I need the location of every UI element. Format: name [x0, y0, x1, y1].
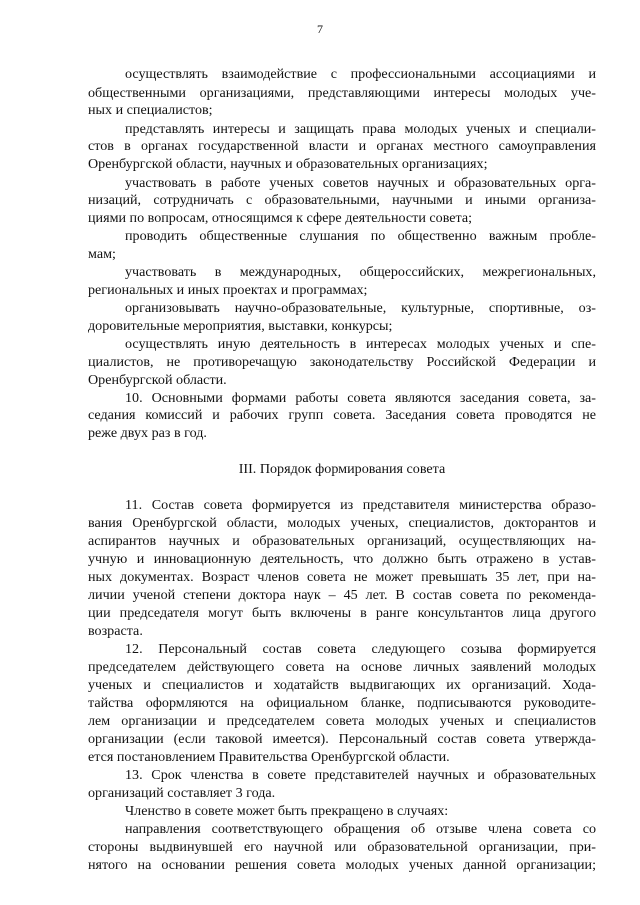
- text-line: Членство в совете может быть прекращено в случаях:: [125, 803, 449, 819]
- text-line: учную и инновационную деятельность, что должно быть отражено в устав-: [88, 551, 596, 567]
- text-line: тайства оформляются на официальном бланке, подписываются руководите-: [88, 695, 596, 711]
- text-line: личии ученой степени доктора наук – 45 лет. В состав совета по рекоменда-: [88, 587, 596, 603]
- text-line: председателем действующего совета на основе личных заявлений молодых: [88, 659, 596, 675]
- text-line: организаций составляет 3 года.: [88, 785, 276, 801]
- text-line: седания комиссий и рабочих групп совета. Заседания совета проводятся не: [88, 407, 596, 423]
- text-line: вания Оренбургской области, молодых ученых, специалистов, докторантов и: [88, 515, 596, 531]
- text-line: низаций, сотрудничать с образовательными, научными и иными организа-: [88, 192, 596, 208]
- text-line: стов в органах государственной власти и органах местного самоуправления: [88, 138, 596, 154]
- text-line: участвовать в работе ученых советов научных и образовательных орга-: [125, 175, 596, 191]
- text-line: направления соответствующего обращения об отзыве члена совета со: [125, 821, 596, 837]
- text-line: циями по вопросам, относящимся к сфере деятельности совета;: [88, 210, 473, 226]
- text-line: осуществлять иную деятельность в интересах молодых ученых и спе-: [125, 336, 596, 352]
- section-heading: III. Порядок формирования совета: [238, 461, 446, 477]
- text-line: ных документах. Возраст членов совета не может превышать 35 лет, при на-: [88, 569, 596, 585]
- text-line: региональных и иных проектах и программах;: [88, 282, 368, 298]
- text-line: стороны выдвинувшей его научной или образовательной организации, при-: [88, 839, 596, 855]
- text-line: циалистов, не противоречащую законодательству Российской Федерации и: [88, 354, 596, 370]
- text-line: Оренбургской области, научных и образовательных организациях;: [88, 156, 488, 172]
- text-line: 11. Состав совета формируется из представителя министерства образо-: [125, 497, 596, 513]
- text-line: доровительные мероприятия, выставки, конкурсы;: [88, 318, 393, 334]
- text-line: ученых и специалистов и ходатайств выдвигающих их организаций. Хода-: [88, 677, 596, 693]
- text-line: нятого на основании решения совета молодых ученых данной организации;: [88, 857, 596, 873]
- text-line: осуществлять взаимодействие с профессиональными ассоциациями и: [125, 66, 596, 82]
- text-line: ется постановлением Правительства Оренбургской области.: [88, 749, 450, 765]
- text-line: 13. Срок членства в совете представителей научных и образовательных: [125, 767, 596, 783]
- text-line: 10. Основными формами работы совета являются заседания совета, за-: [125, 390, 596, 406]
- text-line: организовывать научно-образовательные, культурные, спортивные, оз-: [125, 300, 596, 316]
- text-line: 12. Персональный состав совета следующего созыва формируется: [125, 641, 596, 657]
- text-line: общественными организациями, представляющими интересы молодых уче-: [88, 85, 596, 101]
- text-line: возраста.: [88, 623, 143, 639]
- text-line: реже двух раз в год.: [88, 425, 207, 441]
- text-line: мам;: [88, 246, 116, 262]
- text-line: организации (если таковой имеется). Персональный состав совета утвержда-: [88, 731, 596, 747]
- text-line: представлять интересы и защищать права молодых ученых и специали-: [125, 121, 596, 137]
- text-line: лем организации и председателем совета молодых ученых и специалистов: [88, 713, 596, 729]
- text-line: ных и специалистов;: [88, 102, 213, 118]
- text-line: ции председателя могут быть включены в ранге консультантов лица другого: [88, 605, 596, 621]
- text-line: Оренбургской области.: [88, 372, 227, 388]
- page-number: 7: [317, 22, 323, 36]
- text-line: участвовать в международных, общероссийских, межрегиональных,: [125, 264, 596, 280]
- text-line: проводить общественные слушания по общественно важным пробле-: [125, 228, 596, 244]
- text-line: аспирантов научных и образовательных организаций, осуществляющих на-: [88, 533, 596, 549]
